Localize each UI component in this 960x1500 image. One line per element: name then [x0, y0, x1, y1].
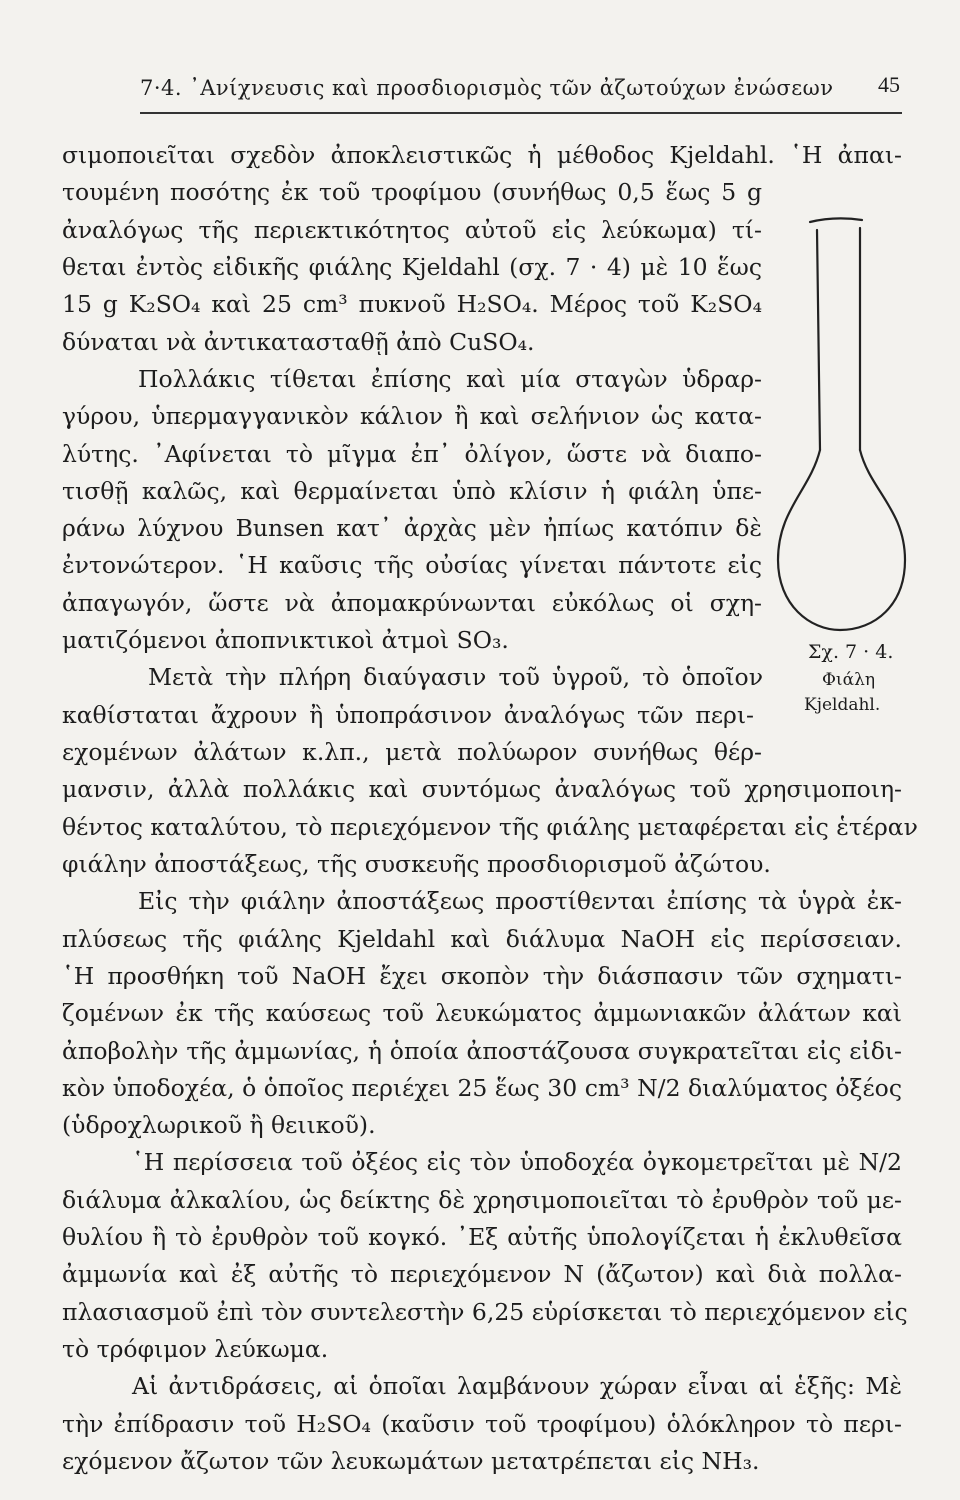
text-line: λύτης. ᾿Αφίνεται τὸ μῖγμα ἐπ᾿ ὀλίγον, ὥστε νὰ διαπο- — [62, 440, 762, 468]
text-line: γύρου, ὑπερμαγγανικὸν κάλιον ἢ καὶ σελήνιον ὡς κατα- — [62, 402, 762, 430]
text-line: Εἰς τὴν φιάλην ἀποστάξεως προστίθενται ἐπίσης τὰ ὑγρὰ ἐκ- — [138, 887, 902, 915]
text-line: ῾Η περίσσεια τοῦ ὀξέος εἰς τὸν ὑποδοχέα ὀγκομετρεῖται μὲ N/2 — [132, 1148, 902, 1176]
text-line: τὴν ἐπίδρασιν τοῦ H₂SO₄ (καῦσιν τοῦ τροφίμου) ὁλόκληρον τὸ περι- — [62, 1410, 902, 1438]
text-line: ῾Η προσθήκη τοῦ NaOH ἔχει σκοπὸν τὴν διάσπασιν τῶν σχηματι- — [62, 962, 902, 990]
text-line: Αἱ ἀντιδράσεις, αἱ ὁποῖαι λαμβάνουν χώραν εἶναι αἱ ἑξῆς: Μὲ — [132, 1372, 902, 1400]
text-line: τουμένη ποσότης ἐκ τοῦ τροφίμου (συνήθως 0,5 ἕως 5 g — [62, 178, 762, 206]
text-line: καθίσταται ἄχρουν ἢ ὑποπράσινον ἀναλόγως τῶν περι- — [62, 701, 754, 729]
header-rule — [140, 112, 902, 114]
text-line: εχόμενον ἄζωτον τῶν λευκωμάτων μετατρέπεται εἰς NH₃. — [62, 1447, 760, 1475]
text-line: Πολλάκις τίθεται ἐπίσης καὶ μία σταγὼν ὑδραρ- — [138, 365, 762, 393]
text-line: θυλίου ἢ τὸ ἐρυθρὸν τοῦ κογκό. ᾿Εξ αὐτῆς ὑπολογίζεται ἡ ἐκλυθεῖσα — [62, 1223, 902, 1251]
text-line: πλύσεως τῆς φιάλης Kjeldahl καὶ διάλυμα NaOH εἰς περίσσειαν. — [62, 925, 902, 953]
figure-caption-line1: Φιάλη — [822, 670, 876, 690]
text-line: ἀμμωνία καὶ ἐξ αὐτῆς τὸ περιεχόμενον N (ἄζωτον) καὶ διὰ πολλα- — [62, 1260, 902, 1288]
text-line: ἀπαγωγόν, ὥστε νὰ ἀπομακρύνωνται εὐκόλως οἱ σχη- — [62, 589, 762, 617]
text-line: ζομένων ἐκ τῆς καύσεως τοῦ λευκώματος ἀμμωνιακῶν ἀλάτων καὶ — [62, 999, 902, 1027]
text-line: εχομένων ἀλάτων κ.λπ., μετὰ πολύωρον συνήθως θέρ- — [62, 738, 762, 766]
header-title: 7·4. ᾿Ανίχνευσις καὶ προσδιορισμὸς τῶν ἀζωτούχων ἐνώσεων — [140, 76, 834, 100]
text-line: διάλυμα ἀλκαλίου, ὡς δείκτης δὲ χρησιμοποιεῖται τὸ ἐρυθρὸν τοῦ με- — [62, 1186, 902, 1214]
text-line: 15 g K₂SO₄ καὶ 25 cm³ πυκνοῦ H₂SO₄. Μέρος τοῦ K₂SO₄ — [62, 290, 762, 318]
text-line: τισθῇ καλῶς, καὶ θερμαίνεται ὑπὸ κλίσιν ἡ φιάλη ὑπε- — [62, 477, 762, 505]
figure-caption-label: Σχ. 7 · 4. — [808, 641, 894, 663]
kjeldahl-flask-illustration — [770, 210, 920, 640]
text-line: (ὑδροχλωρικοῦ ἢ θειικοῦ). — [62, 1111, 376, 1139]
text-line: ἀποβολὴν τῆς ἀμμωνίας, ἡ ὁποία ἀποστάζουσα συγκρατεῖται εἰς εἰδι- — [62, 1037, 902, 1065]
text-line: θεται ἐντὸς εἰδικῆς φιάλης Kjeldahl (σχ. 7 · 4) μὲ 10 ἕως — [62, 253, 762, 281]
text-line: σιμοποιεῖται σχεδὸν ἀποκλειστικῶς ἡ μέθοδος Kjeldahl. ῾Η ἀπαι- — [62, 141, 902, 169]
text-line: ἐντονώτερον. ῾Η καῦσις τῆς οὐσίας γίνεται πάντοτε εἰς — [62, 551, 762, 579]
text-line: κὸν ὑποδοχέα, ὁ ὁποῖος περιέχει 25 ἕως 30 cm³ N/2 διαλύματος ὀξέος — [62, 1074, 902, 1102]
text-line: δύναται νὰ ἀντικατασταθῇ ἀπὸ CuSO₄. — [62, 328, 535, 356]
text-line: φιάλην ἀποστάξεως, τῆς συσκευῆς προσδιορισμοῦ ἀζώτου. — [62, 850, 771, 878]
text-line: θέντος καταλύτου, τὸ περιεχόμενον τῆς φιάλης μεταφέρεται εἰς ἑτέραν — [62, 813, 918, 841]
text-line: μανσιν, ἀλλὰ πολλάκις καὶ συντόμως ἀναλόγως τοῦ χρησιμοποιη- — [62, 775, 902, 803]
page-number: 45 — [878, 72, 900, 97]
text-line: πλασιασμοῦ ἐπὶ τὸν συντελεστὴν 6,25 εὑρίσκεται τὸ περιεχόμενον εἰς — [62, 1298, 908, 1326]
text-line: ράνω λύχνου Bunsen κατ᾿ ἀρχὰς μὲν ἠπίως κατόπιν δὲ — [62, 514, 762, 542]
text-line: ἀναλόγως τῆς περιεκτικότητος αὐτοῦ εἰς λεύκωμα) τί- — [62, 216, 762, 244]
text-line: τὸ τρόφιμον λεύκωμα. — [62, 1335, 329, 1363]
kjeldahl-flask-figure — [770, 210, 920, 644]
figure-caption-line2: Kjeldahl. — [804, 695, 881, 715]
running-header — [140, 66, 900, 110]
text-line: ματιζόμενοι ἀποπνικτικοὶ ἀτμοὶ SO₃. — [62, 626, 509, 654]
text-line: Μετὰ τὴν πλήρη διαύγασιν τοῦ ὑγροῦ, τὸ ὁποῖον — [148, 663, 763, 691]
